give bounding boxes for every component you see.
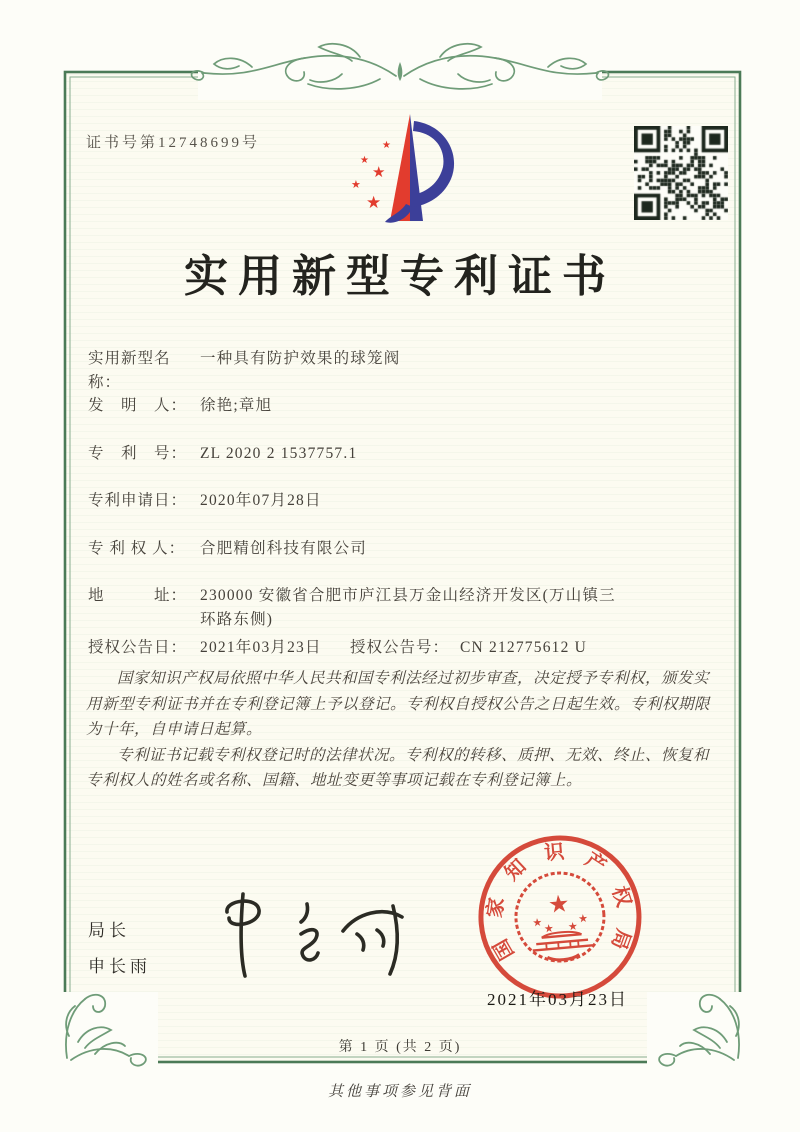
qr-code (634, 126, 728, 220)
field-label: 实用新型名称： (88, 350, 171, 391)
field-row-grant (88, 636, 728, 660)
svg-text:★: ★ (577, 911, 589, 926)
field-row-patentee (88, 537, 728, 561)
signature-shen-changyu (205, 876, 435, 994)
svg-text:★: ★ (372, 163, 386, 181)
field-label: 发 明 人： (88, 397, 188, 414)
back-note: 其他事项参见背面 (327, 1084, 472, 1100)
svg-text:国: 国 (489, 935, 519, 964)
svg-text:★: ★ (546, 889, 571, 919)
field-value: 合肥精创科技有限公司 (200, 540, 368, 557)
field-value: CN 212775612 U (460, 639, 588, 656)
svg-text:局: 局 (606, 925, 635, 953)
field-label: 专利申请日： (88, 492, 188, 509)
field-row-filing-date (88, 489, 728, 513)
svg-text:★: ★ (567, 919, 579, 934)
field-label: 地 址： (88, 587, 188, 604)
legal-text (86, 666, 716, 794)
field-row-patent-no (88, 442, 728, 466)
field-row-inventor (88, 394, 728, 418)
svg-text:产: 产 (580, 848, 610, 878)
field-value: 2020年07月28日 (200, 492, 322, 509)
legal-paragraph: 国家知识产权局依照中华人民共和国专利法经过初步审查，决定授予专利权，颁发实用新型专利证书并在专利登记簿上予以登记。专利权自授权公告之日起生效。专利权期限为十年，自申请日起算。 (86, 670, 711, 738)
svg-text:★: ★ (543, 921, 555, 936)
svg-text:★: ★ (351, 178, 361, 191)
signer-title: 局长 (88, 921, 130, 940)
signer-name: 申长雨 (88, 957, 151, 976)
field-label: 授权公告号： (350, 639, 450, 656)
svg-text:★: ★ (360, 155, 369, 166)
field-value: ZL 2020 2 1537757.1 (200, 445, 358, 462)
field-value: 230000 安徽省合肥市庐江县万金山经济开发区(万山镇三环路东侧) (200, 587, 616, 628)
svg-text:家: 家 (483, 896, 509, 920)
certificate-title: 实用新型专利证书 (184, 252, 616, 301)
field-label: 授权公告日： (88, 639, 188, 656)
certificate-number: 证书号第12748699号 (86, 135, 261, 151)
svg-text:★: ★ (531, 915, 543, 930)
page-number: 第 1 页 (共 2 页) (338, 1040, 462, 1055)
field-value: 一种具有防护效果的球笼阀 (200, 350, 401, 367)
field-value: 2021年03月23日 (200, 639, 322, 656)
cnipa-logo-icon (338, 106, 470, 238)
seal-date: 2021年03月23日 (487, 990, 628, 1009)
svg-text:★: ★ (366, 193, 382, 213)
svg-text:★: ★ (382, 140, 391, 151)
field-row-name (88, 347, 728, 395)
field-label: 专 利 权 人： (88, 540, 186, 557)
field-row-address (88, 584, 728, 632)
svg-text:知: 知 (500, 855, 531, 886)
svg-text:识: 识 (543, 841, 566, 865)
field-value: 徐艳;章旭 (200, 397, 273, 414)
field-label: 专 利 号： (88, 445, 188, 462)
svg-text:权: 权 (607, 883, 635, 910)
legal-paragraph: 专利证书记载专利权登记时的法律状况。专利权的转移、质押、无效、终止、恢复和专利权人的姓名或名称、国籍、地址变更等事项记载在专利登记簿上。 (86, 746, 710, 789)
